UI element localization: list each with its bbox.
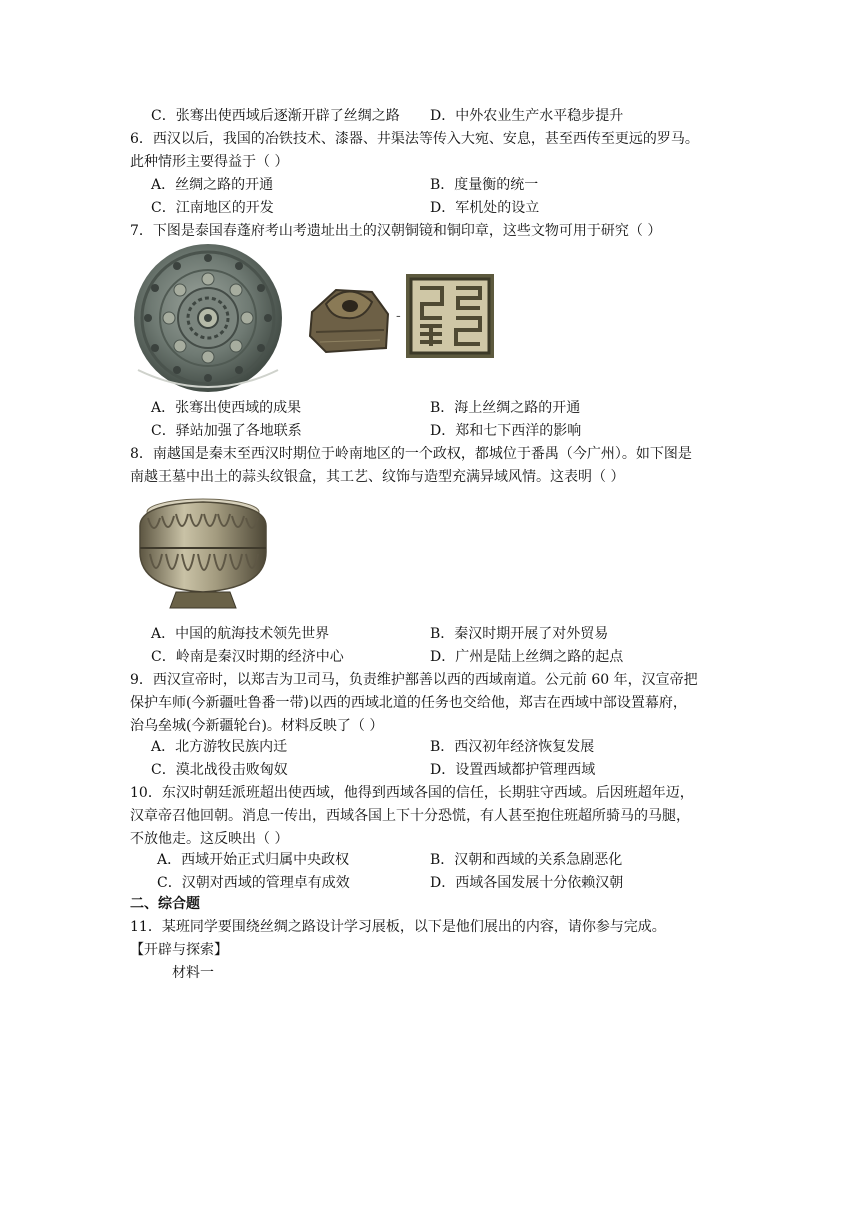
q10-option-b: B．汉朝和西域的关系急剧恶化 bbox=[430, 852, 623, 868]
q10-stem-line-3: 不放他走。这反映出（ ） bbox=[130, 831, 289, 847]
bronze-mirror-image bbox=[130, 244, 286, 396]
q9-option-b: B．西汉初年经济恢复发展 bbox=[430, 739, 595, 755]
q9-option-c: C．漠北战役击败匈奴 bbox=[151, 762, 288, 778]
q7-option-c: C．驿站加强了各地联系 bbox=[151, 423, 302, 439]
q8-option-b: B．秦汉时期开展了对外贸易 bbox=[430, 626, 609, 642]
bronze-seal-image bbox=[306, 274, 394, 356]
q5-option-d: D．中外农业生产水平稳步提升 bbox=[430, 108, 624, 124]
q8-option-d: D．广州是陆上丝绸之路的起点 bbox=[430, 649, 624, 665]
q5-option-c: C．张骞出使西域后逐渐开辟了丝绸之路 bbox=[151, 108, 400, 124]
q9-stem-line-3: 治乌垒城(今新疆轮台)。材料反映了（ ） bbox=[130, 718, 384, 734]
seal-imprint-image bbox=[406, 274, 494, 358]
q7-stem-line-1: 7．下图是泰国春蓬府考山考遗址出土的汉朝铜镜和铜印章，这些文物可用于研究（ ） bbox=[130, 223, 662, 239]
q11-material-label: 材料一 bbox=[172, 965, 214, 981]
silver-box-image bbox=[130, 492, 276, 616]
q9-stem-line-2: 保护车师(今新疆吐鲁番一带)以西的西域北道的任务也交给他，郑吉在西域中部设置幕府， bbox=[130, 695, 687, 711]
q6-stem-line-2: 此种情形主要得益于（ ） bbox=[130, 154, 289, 170]
seal-separator: - bbox=[396, 308, 401, 324]
q6-option-d: D．军机处的设立 bbox=[430, 200, 540, 216]
section-heading: 二、综合题 bbox=[130, 896, 200, 912]
q8-stem-line-2: 南越王墓中出土的蒜头纹银盒，其工艺、纹饰与造型充满异域风情。这表明（ ） bbox=[130, 469, 625, 485]
q10-option-a: A．西域开始正式归属中央政权 bbox=[157, 852, 350, 868]
q8-option-c: C．岭南是秦汉时期的经济中心 bbox=[151, 649, 344, 665]
q7-option-b: B．海上丝绸之路的开通 bbox=[430, 400, 581, 416]
q10-stem-line-2: 汉章帝召他回朝。消息一传出，西域各国上下十分恐慌，有人甚至抱住班超所骑马的马腿， bbox=[130, 808, 690, 824]
q10-option-d: D．西域各国发展十分依赖汉朝 bbox=[430, 875, 624, 891]
q6-option-b: B．度量衡的统一 bbox=[430, 177, 539, 193]
q10-stem-line-1: 10．东汉时朝廷派班超出使西域，他得到西域各国的信任，长期驻守西域。后因班超年迈， bbox=[130, 785, 694, 801]
q8-option-a: A．中国的航海技术领先世界 bbox=[151, 626, 330, 642]
q6-option-c: C．江南地区的开发 bbox=[151, 200, 274, 216]
q9-option-d: D．设置西域都护管理西域 bbox=[430, 762, 596, 778]
q6-option-a: A．丝绸之路的开通 bbox=[151, 177, 274, 193]
q6-stem-line-1: 6．西汉以后，我国的冶铁技术、漆器、井渠法等传入大宛、安息，甚至西传至更远的罗马。 bbox=[130, 131, 699, 147]
q9-option-a: A．北方游牧民族内迁 bbox=[151, 739, 288, 755]
q9-stem-line-1: 9．西汉宣帝时，以郑吉为卫司马，负责维护鄯善以西的西域南道。公元前 60 年，汉宣帝把 bbox=[130, 672, 698, 688]
q11-stem: 11．某班同学要围绕丝绸之路设计学习展板，以下是他们展出的内容，请你参与完成。 bbox=[130, 919, 666, 935]
q11-sub-heading: 【开辟与探索】 bbox=[130, 942, 228, 958]
q8-stem-line-1: 8．南越国是秦末至西汉时期位于岭南地区的一个政权，都城位于番禺（今广州）。如下图是 bbox=[130, 446, 692, 462]
q7-option-d: D．郑和七下西洋的影响 bbox=[430, 423, 582, 439]
q10-option-c: C．汉朝对西域的管理卓有成效 bbox=[157, 875, 350, 891]
q7-option-a: A．张骞出使西域的成果 bbox=[151, 400, 302, 416]
